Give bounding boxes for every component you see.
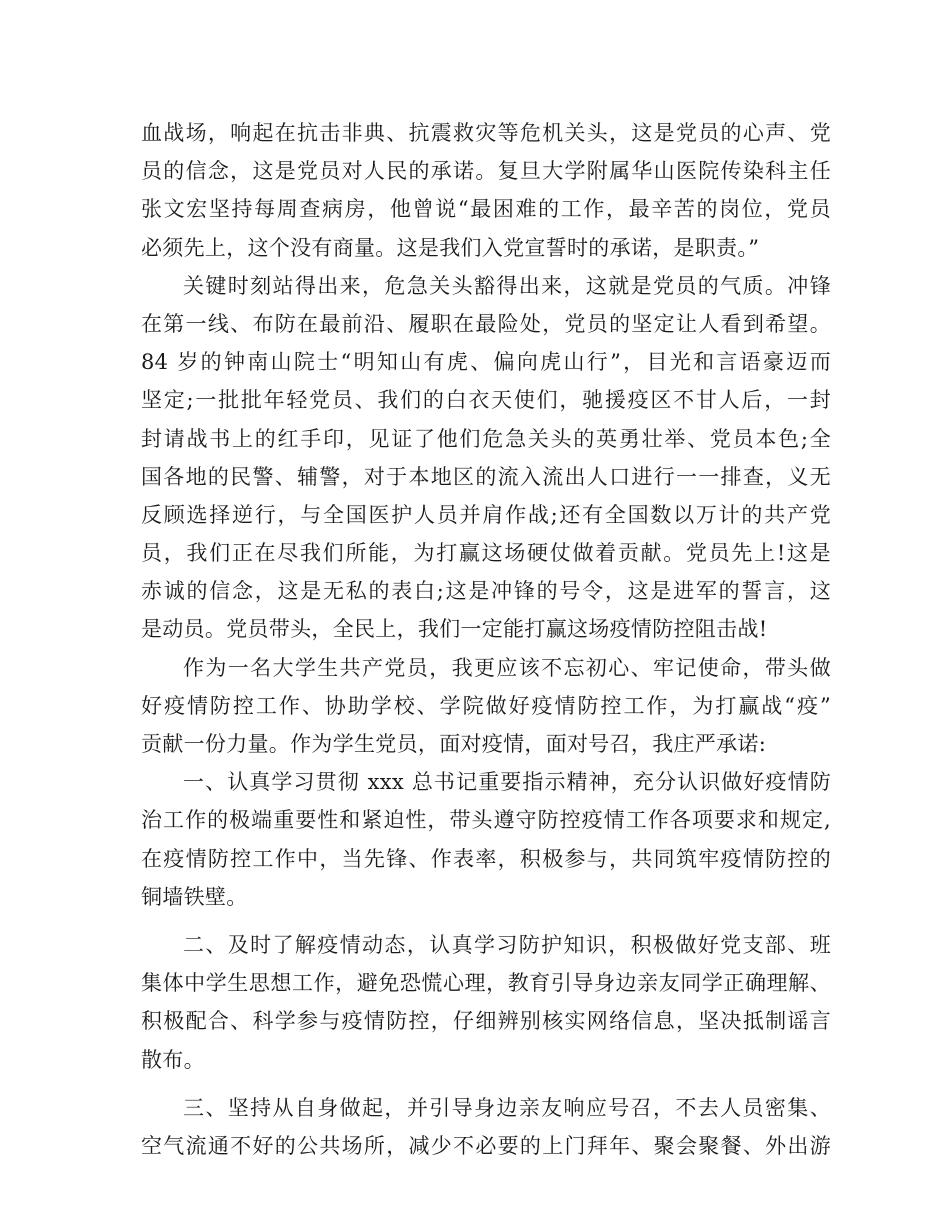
text-line: 铜墙铁壁。 xyxy=(141,884,248,909)
text-line: 在疫情防控工作中，当先锋、作表率，积极参与，共同筑牢疫情防控的 xyxy=(141,846,831,871)
text-line: 坚定;一批批年轻党员、我们的白衣天使们，驰援疫区不甘人后，一封 xyxy=(141,388,831,413)
paragraph-start-line: 一、认真学习贯彻 xxx 总书记重要指示精神，充分认识做好疫情防 xyxy=(183,770,831,795)
text-line: 封请战书上的红手印，见证了他们危急关头的英勇壮举、党员本色;全 xyxy=(141,426,831,451)
paragraph-gap xyxy=(141,1079,831,1089)
text-line: 集体中学生思想工作，避免恐慌心理，教育引导身边亲友同学正确理解、 xyxy=(141,971,831,996)
text-line: 贡献一份力量。作为学生党员，面对疫情，面对号召，我庄严承诺: xyxy=(141,732,767,756)
text-line: 散布。 xyxy=(141,1047,205,1072)
text-line: 张文宏坚持每周查病房，他曾说“最困难的工作，最辛苦的岗位，党员 xyxy=(141,197,831,222)
paragraph-start-line: 关键时刻站得出来，危急关头豁得出来，这就是党员的气质。冲锋 xyxy=(183,273,831,298)
document-body xyxy=(141,114,831,1165)
text-line: 治工作的极端重要性和紧迫性，带头遵守防控疫情工作各项要求和规定, xyxy=(141,808,831,833)
text-line: 84 岁的钟南山院士“明知山有虎、偏向虎山行”，目光和言语豪迈而 xyxy=(141,350,831,375)
paragraph-gap xyxy=(141,916,831,926)
text-line: 在第一线、布防在最前沿、履职在最险处，党员的坚定让人看到希望。 xyxy=(141,311,831,336)
paragraph-start-line: 二、及时了解疫情动态，认真学习防护知识，积极做好党支部、班 xyxy=(183,932,831,957)
text-line: 必须先上，这个没有商量。这是我们入党宣誓时的承诺，是职责。” xyxy=(141,235,760,260)
text-line: 员的信念，这是党员对人民的承诺。复旦大学附属华山医院传染科主任 xyxy=(141,159,831,184)
text-line: 国各地的民警、辅警，对于本地区的流入流出人口进行一一排查，义无 xyxy=(141,464,831,489)
text-line: 是动员。党员带头，全民上，我们一定能打赢这场疫情防控阻击战! xyxy=(141,617,768,642)
text-line: 血战场，响起在抗击非典、抗震救灾等危机关头，这是党员的心声、党 xyxy=(141,121,831,145)
text-line: 积极配合、科学参与疫情防控，仔细辨别核实网络信息，坚决抵制谣言 xyxy=(141,1009,831,1034)
text-line: 赤诚的信念，这是无私的表白;这是冲锋的号令，这是进军的誓言，这 xyxy=(141,579,831,604)
paragraph-start-line: 作为一名大学生共产党员，我更应该不忘初心、牢记使命，带头做 xyxy=(183,655,831,680)
text-line: 空气流通不好的公共场所，减少不必要的上门拜年、聚会聚餐、外出游 xyxy=(141,1133,831,1158)
paragraph-start-line: 三、坚持从自身做起，并引导身边亲友响应号召，不去人员密集、 xyxy=(183,1095,831,1120)
text-line: 反顾选择逆行，与全国医护人员并肩作战;还有全国数以万计的共产党 xyxy=(141,502,831,527)
text-line: 好疫情防控工作、协助学校、学院做好疫情防控工作，为打赢战“疫” xyxy=(141,693,831,718)
text-line: 员，我们正在尽我们所能，为打赢这场硬仗做着贡献。党员先上!这是 xyxy=(141,541,831,566)
